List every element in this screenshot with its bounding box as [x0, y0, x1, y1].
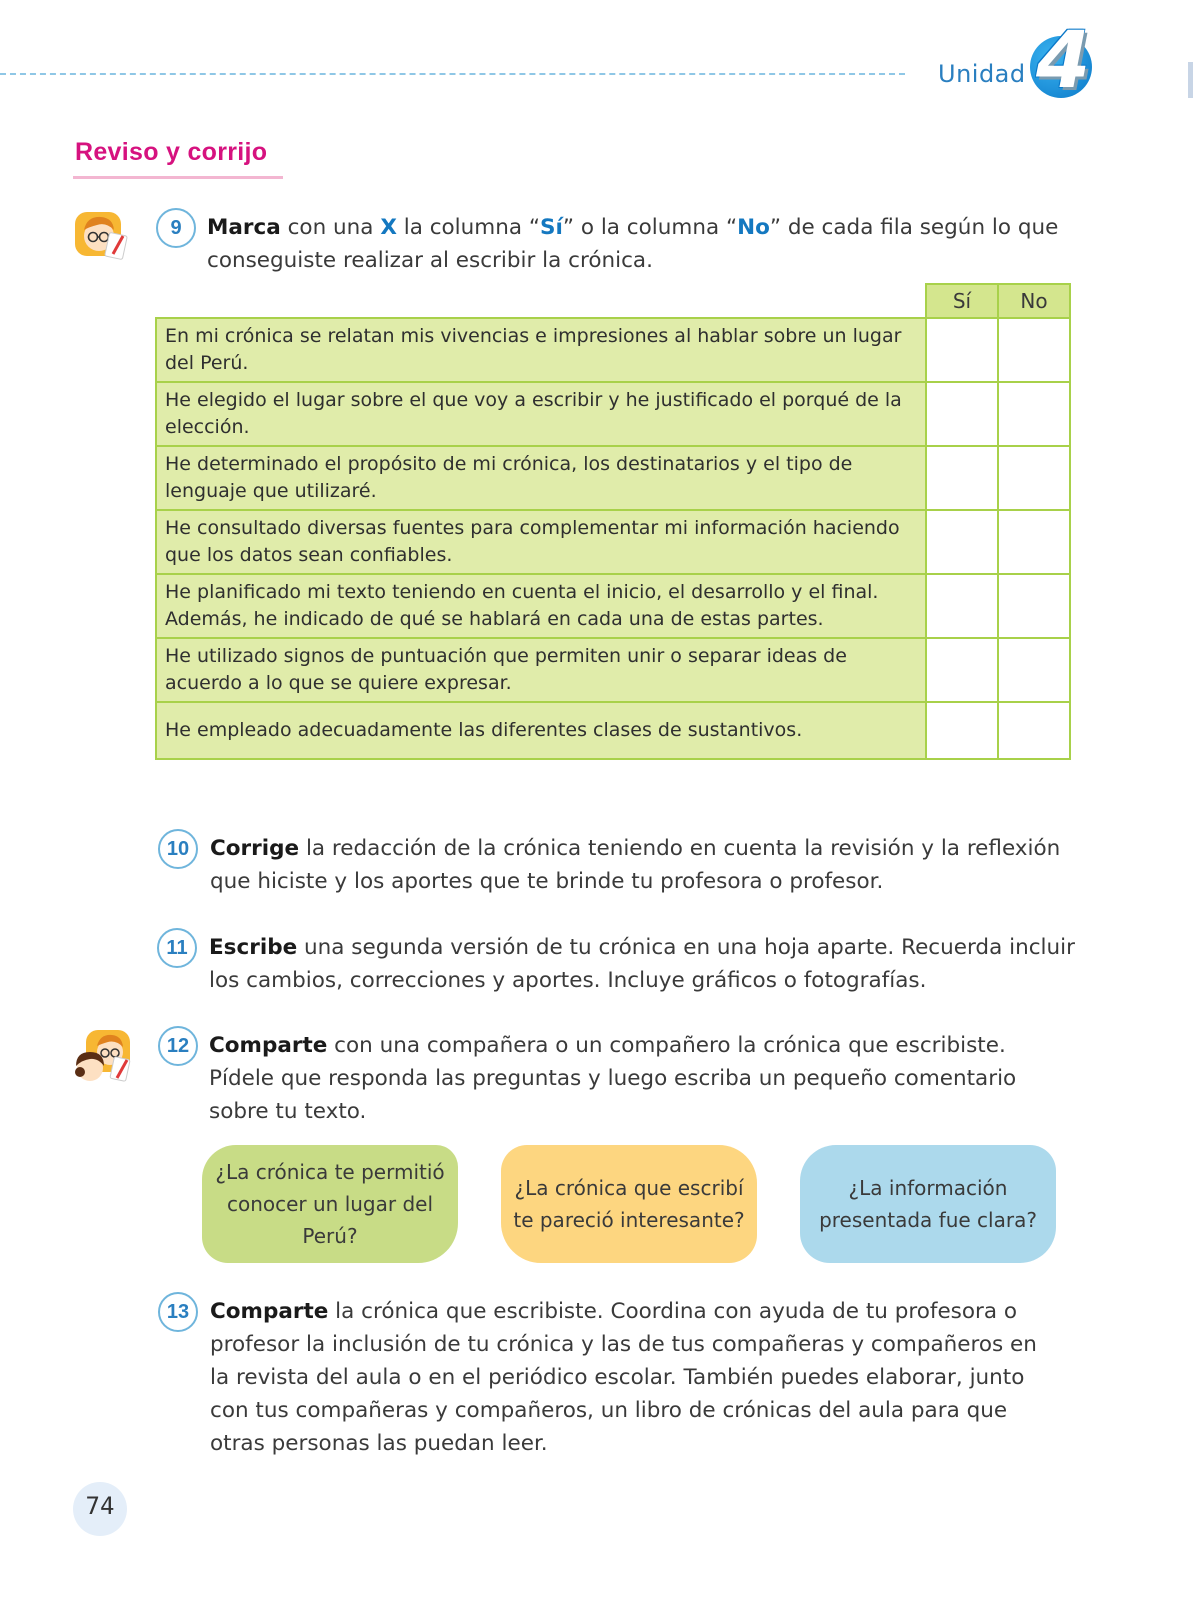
question-9-instruction: Marca con una X la columna “Sí” o la columna “No” de cada fila según lo que conseguiste realizar al escribir la crónica. — [207, 215, 1059, 273]
checkbox-cell-si[interactable] — [926, 510, 998, 574]
student-pair-icon — [72, 1028, 134, 1086]
checkbox-cell-no[interactable] — [998, 574, 1070, 638]
checkbox-cell-no[interactable] — [998, 702, 1070, 759]
table-row — [156, 382, 1070, 446]
checkbox-cell-no[interactable] — [998, 446, 1070, 510]
checkbox-cell-si[interactable] — [926, 638, 998, 702]
checkbox-cell-si[interactable] — [926, 382, 998, 446]
checkbox-cell-no[interactable] — [998, 318, 1070, 382]
criterion-text: He utilizado signos de puntuación que permiten unir o separar ideas de acuerdo a lo que se quiere expresar. — [156, 638, 926, 702]
header-dashed-line — [0, 73, 905, 75]
criterion-text: He elegido el lugar sobre el que voy a escribir y he justificado el porqué de la elección. — [156, 382, 926, 446]
question-number-12: 12 — [158, 1026, 198, 1066]
question-bubble-place: ¿La crónica te permitió conocer un lugar del Perú? — [202, 1145, 458, 1263]
page-tab-marker — [1188, 62, 1193, 98]
self-check-table — [155, 283, 1071, 760]
criterion-text: He consultado diversas fuentes para complementar mi información haciendo que los datos sean confiables. — [156, 510, 926, 574]
checkbox-cell-si[interactable] — [926, 574, 998, 638]
column-header-no: No — [998, 284, 1070, 318]
question-bubble-clarity: ¿La información presentada fue clara? — [800, 1145, 1056, 1263]
question-13-instruction: Comparte la crónica que escribiste. Coordina con ayuda de tu profesora o profesor la inclusión de tu crónica y las de tus compañeras y compañeros en la revista del aula o en el periódico escolar. También puedes elaborar, junto con tus compañeras y compañeros, un libro de crónicas del aula para que otras personas las puedan leer. — [210, 1299, 1037, 1456]
table-row — [156, 638, 1070, 702]
checkbox-cell-no[interactable] — [998, 382, 1070, 446]
section-underline — [73, 176, 283, 179]
question-12-instruction: Comparte con una compañera o un compañero la crónica que escribiste. Pídele que responda las preguntas y luego escriba un pequeño comentario sobre tu texto. — [209, 1033, 1017, 1124]
student-writing-icon — [73, 208, 133, 262]
table-row — [156, 446, 1070, 510]
checkbox-cell-si[interactable] — [926, 318, 998, 382]
page-number: 74 — [85, 1492, 115, 1520]
table-row — [156, 574, 1070, 638]
question-number-11: 11 — [157, 928, 197, 968]
checkbox-cell-si[interactable] — [926, 446, 998, 510]
question-10-instruction: Corrige la redacción de la crónica teniendo en cuenta la revisión y la reflexión que hiciste y los aportes que te brinde tu profesora o profesor. — [210, 836, 1061, 894]
checkbox-cell-no[interactable] — [998, 638, 1070, 702]
column-header-si: Sí — [926, 284, 998, 318]
question-number-13: 13 — [158, 1292, 198, 1332]
unit-number: 4 — [1036, 16, 1091, 106]
table-row — [156, 318, 1070, 382]
criterion-text: He empleado adecuadamente las diferentes clases de sustantivos. — [156, 702, 926, 759]
question-number-10: 10 — [158, 829, 198, 869]
checkbox-cell-si[interactable] — [926, 702, 998, 759]
table-row — [156, 510, 1070, 574]
criterion-text: He determinado el propósito de mi crónica, los destinatarios y el tipo de lenguaje que utilizaré. — [156, 446, 926, 510]
section-title: Reviso y corrijo — [75, 138, 268, 166]
question-bubble-interesting: ¿La crónica que escribí te pareció interesante? — [501, 1145, 757, 1263]
question-number-9: 9 — [156, 208, 196, 248]
unit-label: Unidad — [938, 60, 1026, 88]
criterion-text: En mi crónica se relatan mis vivencias e impresiones al hablar sobre un lugar del Perú. — [156, 318, 926, 382]
criterion-text: He planificado mi texto teniendo en cuenta el inicio, el desarrollo y el final. Además, he indicado de qué se hablará en cada una de estas partes. — [156, 574, 926, 638]
question-11-instruction: Escribe una segunda versión de tu crónica en una hoja aparte. Recuerda incluir los cambios, correcciones y aportes. Incluye gráficos o fotografías. — [209, 935, 1075, 993]
table-row — [156, 702, 1070, 759]
checkbox-cell-no[interactable] — [998, 510, 1070, 574]
